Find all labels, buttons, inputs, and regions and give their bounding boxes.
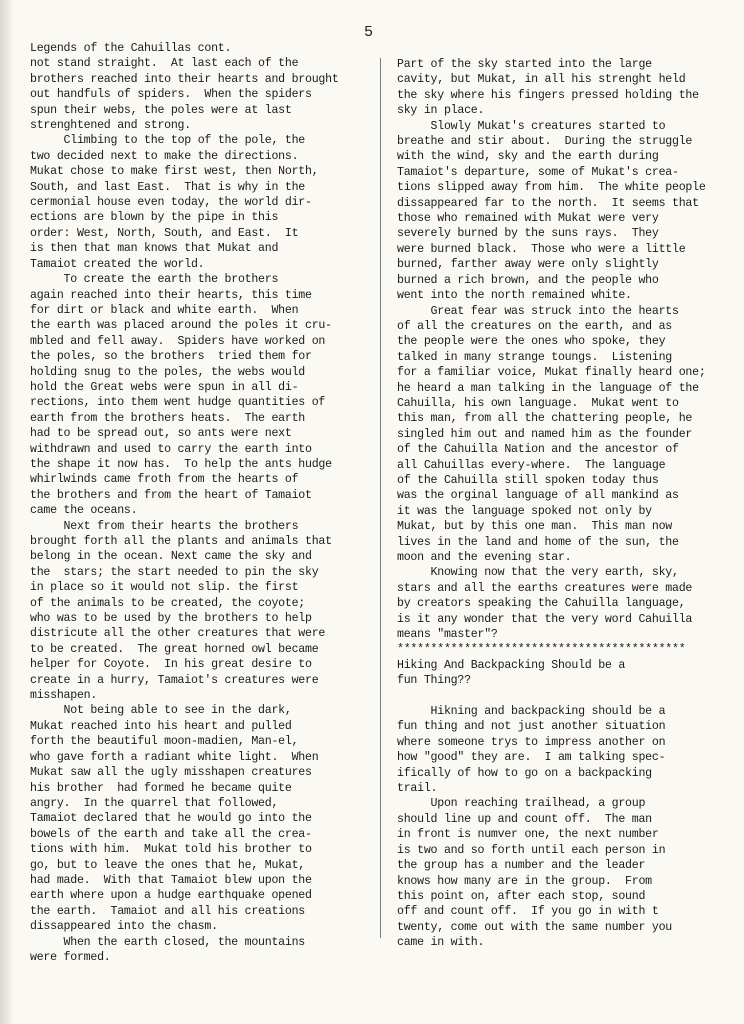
paragraph: Climbing to the top of the pole, the two decided next to make the directions. Mukat chose to make first west, then North, South, and last East. That is why in the cermonial house even today, the world dir- ections are blown by the pipe in this order: West, North, South, and East. It is then that man knows that Mukat and Tamaiot created the world. [30,134,319,271]
paragraph: When the earth closed, the mountains were formed. [30,935,306,964]
paragraph: To create the earth the brothers again reached into their hearts, this time for dirt or black and white earth. When the earth was placed around the poles it cru- mbled and fell away. Spiders have worked on the poles, so the brothers tried them for holding snug to the poles, the webs would hold the Great webs were spun in all di- rections, into them went hudge quantities of earth from the brothers heats. The earth had to be spread out, so ants were next withdrawn and used to carry the earth into the shape it now has. To help the ants hudge whirlwinds came froth from the hearts of the brothers and from the heart of Tamaiot came the oceans. [30,273,332,518]
article-paragraph: Upon reaching trailhead, a group should line up and count off. The man in front is numver one, the next number is two and so forth until each person in the group has a number and the leader knows how many are in the group. From this point on, after each stop, sound off and count off. If you go in with t twenty, come out with the same number you came in with. [397,797,673,950]
paragraph: Knowing now that the very earth, sky, stars and all the earths creatures were made by creators speaking the Cahuilla language, is it any wonder that the very word Cahuilla means "master"? [397,566,693,642]
left-column [30,41,368,965]
section-separator: ******************************************* [397,643,686,657]
paragraph: Next from their hearts the brothers brought forth all the plants and animals that belong in the ocean. Next came the sky and the stars; the start needed to pin the sky in place so it would not slip. the first of the animals to be created, the coyote; who was to be used by the brothers to help districute all the other creatures that were to be created. The great horned owl became helper for Coyote. In his great desire to create in a hurry, Tamaiot's creatures were misshapen. [30,519,332,703]
column-divider [380,58,381,938]
paragraph: Great fear was struck into the hearts of all the creatures on the earth, and as the people were the ones who spoke, they talked in many strange toungs. Listening for a familiar voice, Mukat finally heard one; he heard a man talking in the language of the Cahuilla, his own language. Mukat went to this man, from all the chattering people, he singled him out and named him as the founder of the Cahuilla Nation and the ancestor of all Cahuillas every-where. The language of the Cahuilla still spoken today thus was the orginal language of all mankind as it was the language spoked not only by Mukat, but by this one man. This man now lives in the land and home of the sun, the moon and the evening star. [397,304,706,564]
right-column [397,57,735,951]
paragraph: Not being able to see in the dark, Mukat reached into his heart and pulled forth the beautiful moon-madien, Man-el, who gave forth a radiant white light. When Mukat saw all the ugly misshapen creatures his brother had formed he became quite angry. In the quarrel that followed, Tamaiot declared that he would go into the bowels of the earth and take all the crea- tions with him. Mukat told his brother to go, but to leave the ones that he, Mukat, had made. With that Tamaiot blew upon the earth where upon a hudge earthquake opened the earth. Tamaiot and all his creations dissappeared into the chasm. [30,704,319,934]
paragraph: Slowly Mukat's creatures started to breathe and stir about. During the struggle with the wind, sky and the earth during Tamaiot's departure, some of Mukat's crea- tions slipped away from him. The white people dissappeared far to the north. It seems that those who remained with Mukat were very severely burned by the suns rays. They were burned black. Those who were a little burned, farther away were only slightly burned a rich brown, and the people who went into the north remained white. [397,119,706,303]
page-number: 5 [364,24,374,41]
paragraph: Part of the sky started into the large cavity, but Mukat, in all his strenght held the sky where his fingers pressed holding the sky in place. [397,58,699,118]
paragraph: not stand straight. At last each of the brothers reached into their hearts and brought out handfuls of spiders. When the spiders spun their webs, the poles were at last strenghtened and strong. [30,57,339,133]
blank-line [397,689,735,704]
continued-header: Legends of the Cahuillas cont. [30,42,232,55]
article-paragraph: Hikning and backpacking should be a fun thing and not just another situation where someone trys to impress another on how "good" they are. I am talking spec- ifically of how to go on a backpacking trail. [397,705,666,796]
article-heading: Hiking And Backpacking Should be a fun Thing?? [397,658,626,688]
scan-edge-shadow [0,0,14,1024]
